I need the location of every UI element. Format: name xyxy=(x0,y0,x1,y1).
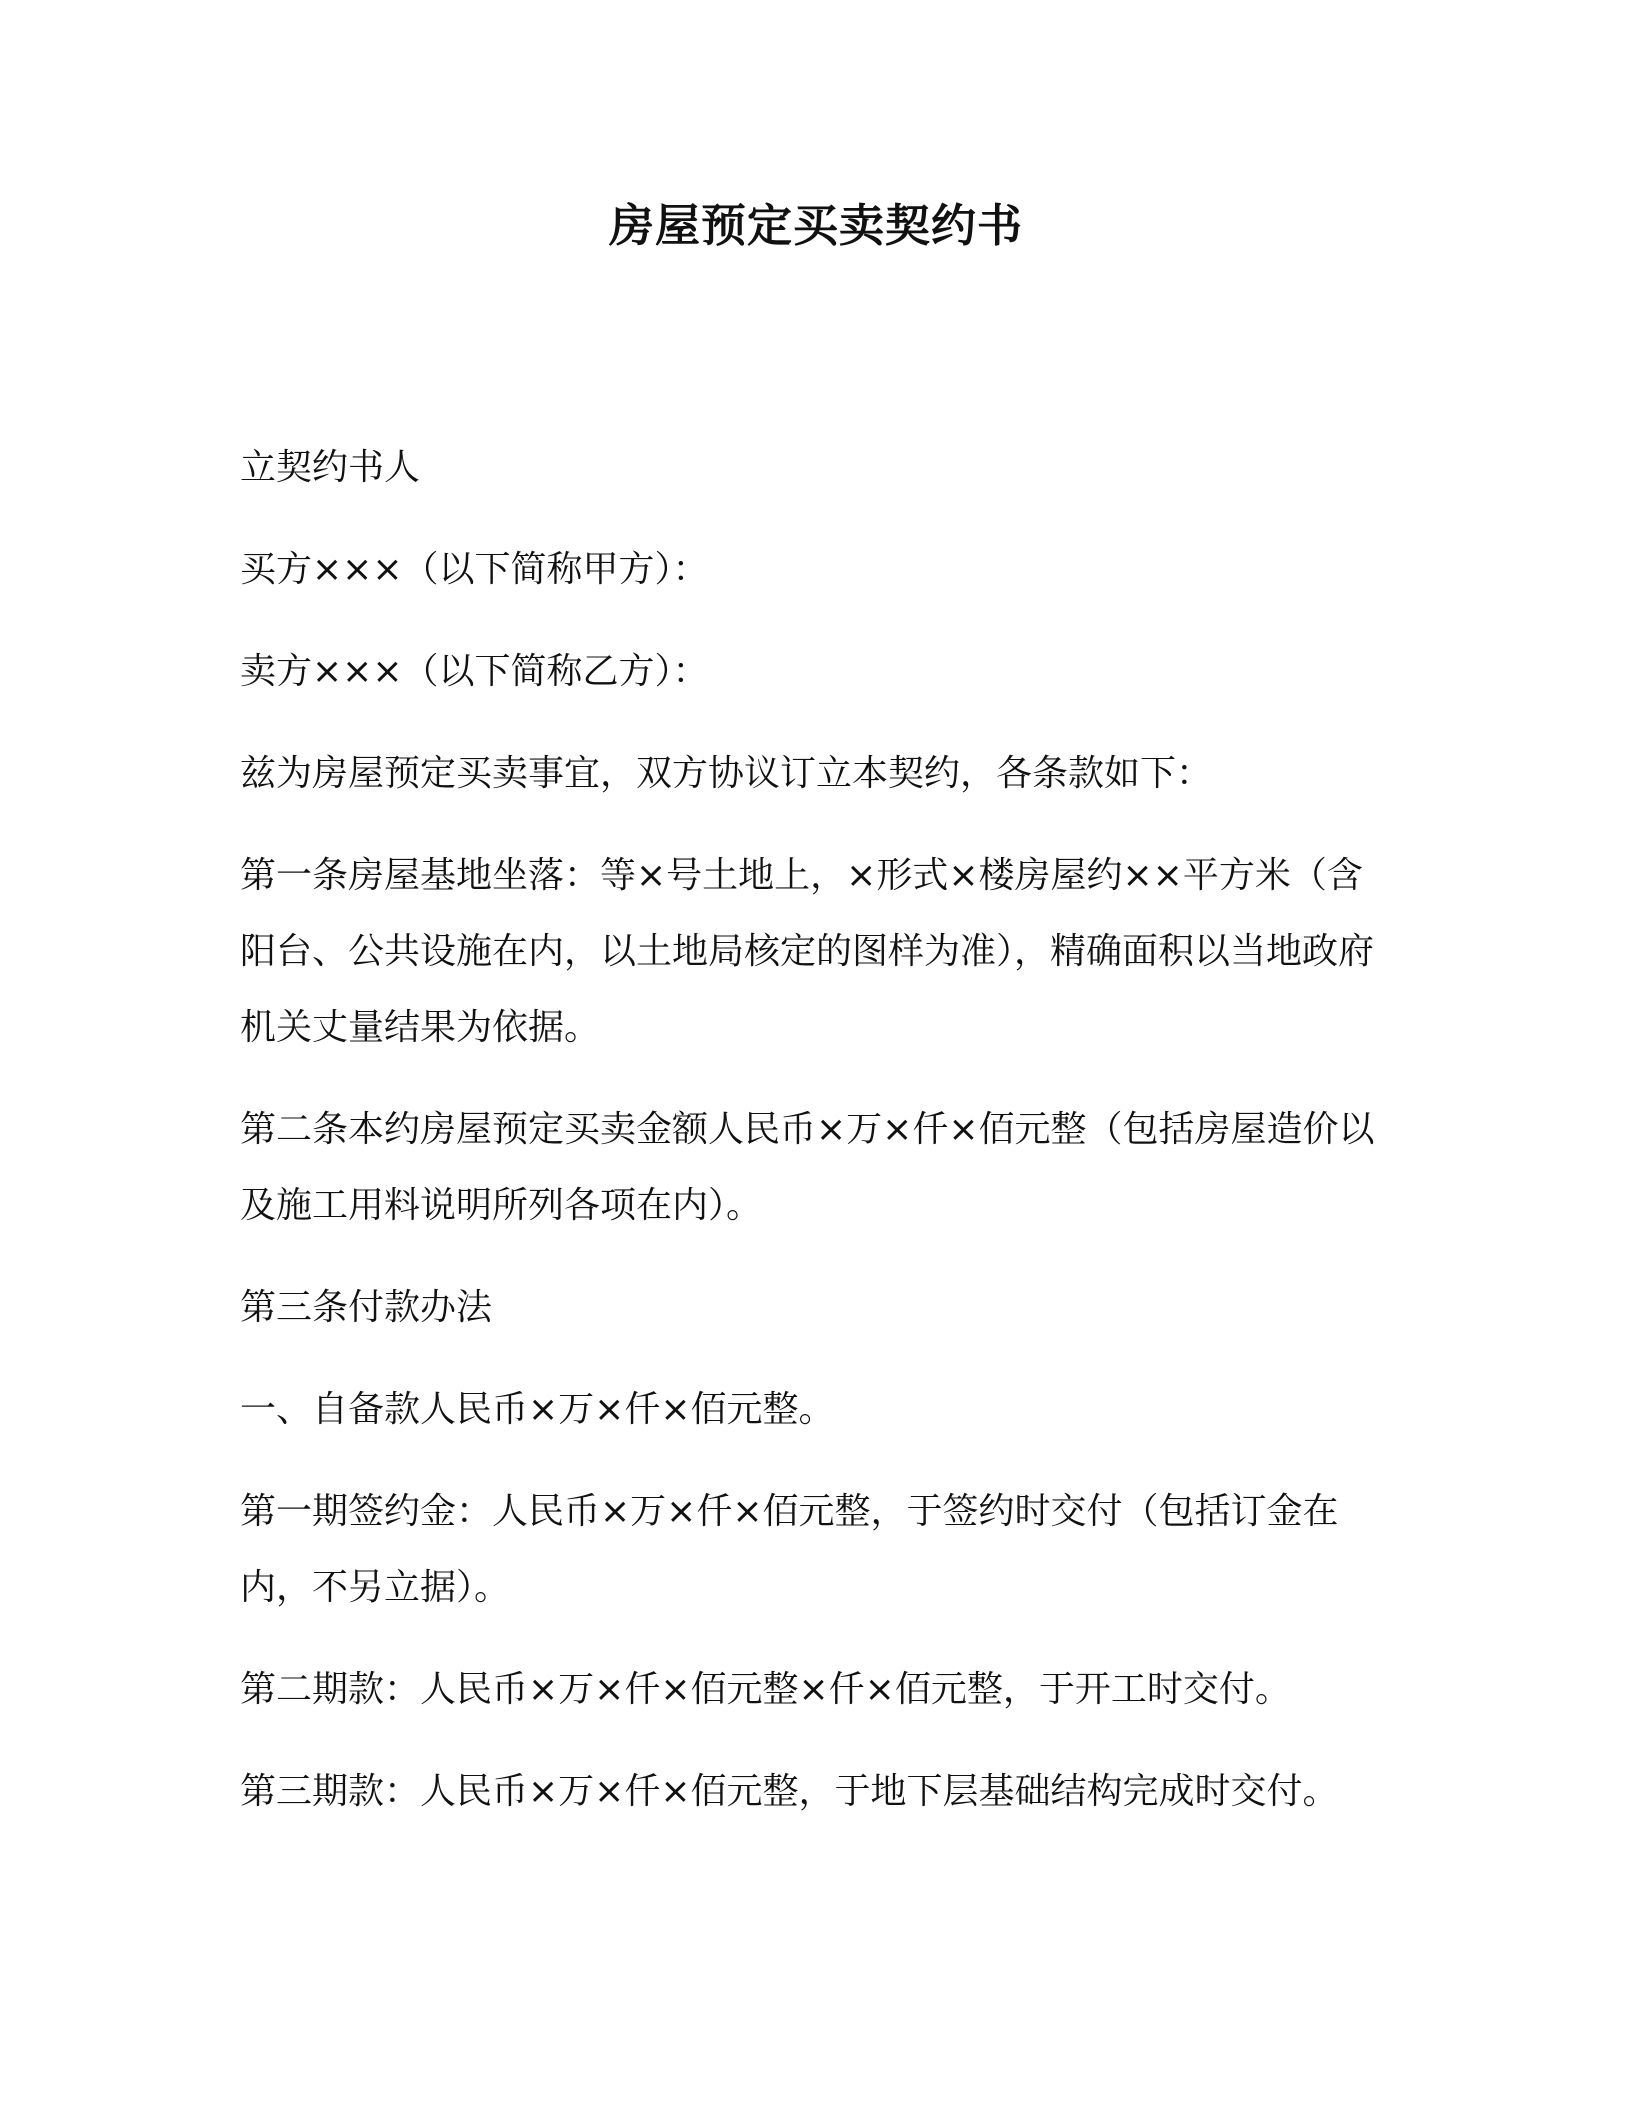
paragraph-article-3-heading: 第三条付款办法 xyxy=(240,1287,493,1328)
paragraph-buyer: 买方×××（以下简称甲方）： xyxy=(240,549,709,590)
paragraph-installment-3: 第三期款：人民币×万×仟×佰元整，于地下层基础结构完成时交付。 xyxy=(240,1771,1339,1812)
paragraph-preamble: 兹为房屋预定买卖事宜，双方协议订立本契约，各条款如下： xyxy=(240,753,1213,794)
paragraph-installment-2: 第二期款：人民币×万×仟×佰元整×仟×佰元整，于开工时交付。 xyxy=(240,1669,1291,1710)
paragraph-article-2: 第二条本约房屋预定买卖金额人民币×万×仟×佰元整（包括房屋造价以及施工用料说明所列各项在内）。 xyxy=(240,1109,1375,1226)
paragraph-parties-heading: 立契约书人 xyxy=(240,447,421,488)
paragraph-own-funds: 一、自备款人民币×万×仟×佰元整。 xyxy=(240,1389,835,1430)
paragraph-seller: 卖方×××（以下简称乙方）： xyxy=(240,651,709,692)
paragraph-article-1: 第一条房屋基地坐落：等×号土地上，×形式×楼房屋约××平方米（含阳台、公共设施在内，以土地局核定的图样为准），精确面积以当地政府机关丈量结果为依据。 xyxy=(240,855,1375,1048)
document-title: 房屋预定买卖契约书 xyxy=(608,199,1023,252)
paragraph-installment-1: 第一期签约金：人民币×万×仟×佰元整，于签约时交付（包括订金在内，不另立据）。 xyxy=(240,1491,1339,1608)
